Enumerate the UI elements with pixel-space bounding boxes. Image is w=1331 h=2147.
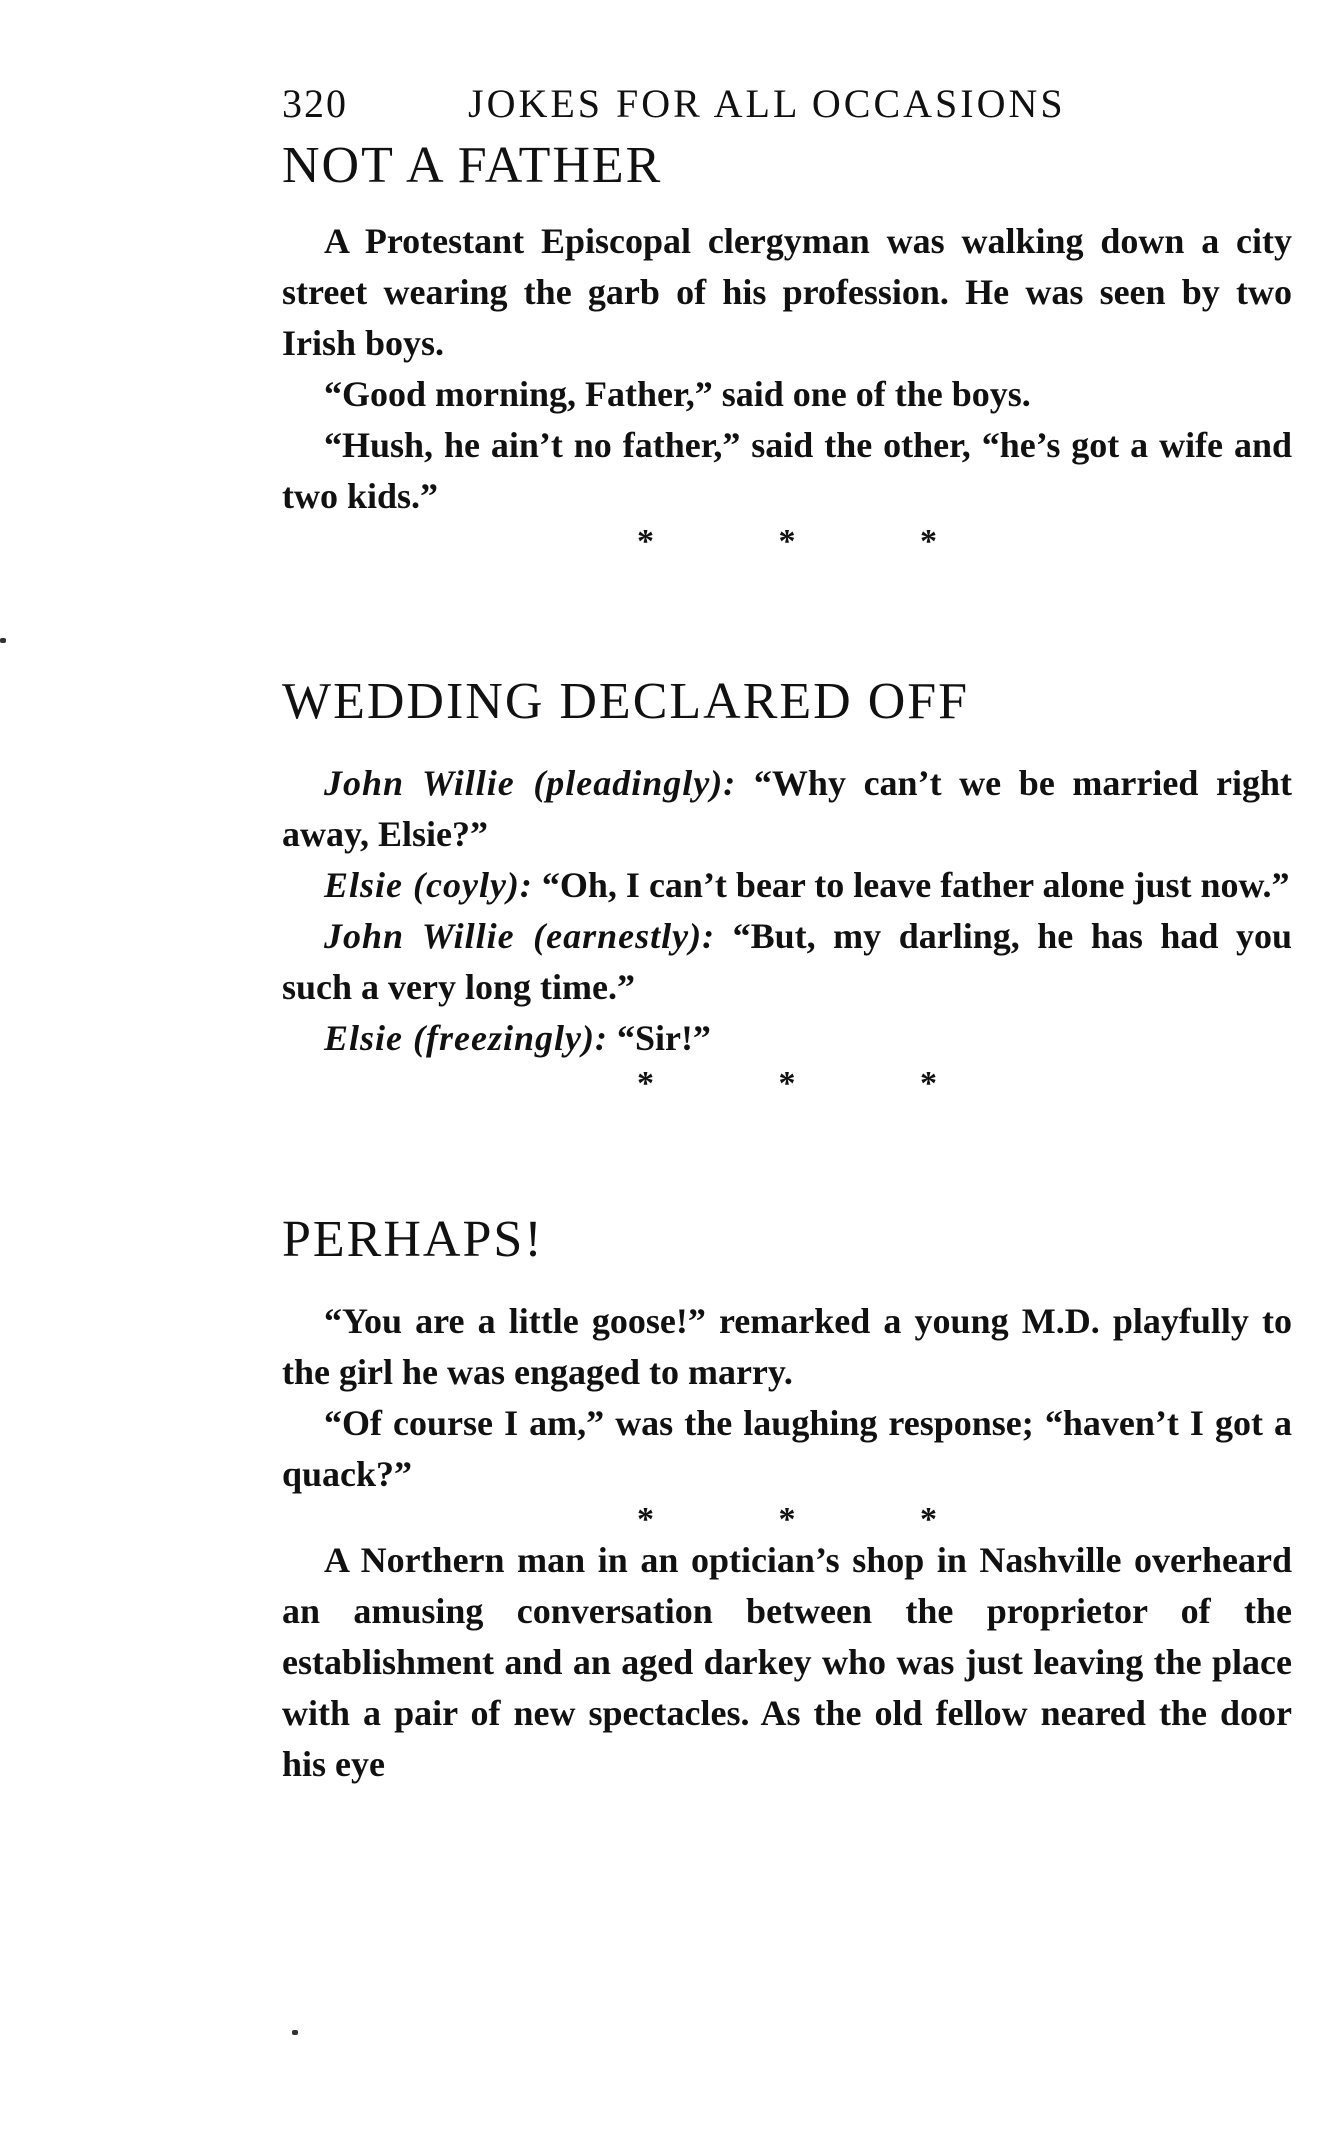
dialogue-line bbox=[282, 911, 1292, 1013]
margin-speck bbox=[292, 2030, 298, 2035]
paragraph: “Hush, he ain’t no father,” said the other, “he’s got a wife and two kids.” bbox=[282, 425, 1292, 516]
speaker-label: John Willie (earnestly): bbox=[324, 916, 716, 956]
dialogue-line bbox=[282, 758, 1292, 860]
section-heading: WEDDING DECLARED OFF bbox=[282, 673, 970, 730]
speaker-label: Elsie (freezingly): bbox=[324, 1018, 608, 1058]
paragraph: A Protestant Episcopal clergyman was walking down a city street wearing the garb of his profession. He was seen by two Irish boys. bbox=[282, 221, 1292, 363]
running-head bbox=[282, 80, 1282, 140]
separator-stars: * * * bbox=[637, 523, 995, 560]
dialogue-text: “Sir!” bbox=[616, 1018, 711, 1058]
dialogue-line bbox=[282, 1013, 1292, 1064]
paragraph: “Good morning, Father,” said one of the boys. bbox=[324, 374, 1031, 414]
joke-perhaps bbox=[282, 1210, 1292, 1540]
speaker-label: John Willie (pleadingly): bbox=[324, 763, 737, 803]
dialogue-line bbox=[282, 860, 1292, 911]
paragraph: “You are a little goose!” remarked a young M.D. playfully to the girl he was engaged to marry. bbox=[282, 1301, 1292, 1392]
page-number: 320 bbox=[282, 81, 348, 126]
book-title: JOKES FOR ALL OCCASIONS bbox=[468, 81, 1066, 126]
separator-stars: * * * bbox=[637, 1065, 995, 1102]
paragraph: A Northern man in an optician’s shop in Nashville overheard an amusing conversation between the proprietor of the establishment and an aged darkey who was just leaving the place with a pair of new spectacles. As the old fellow neared the door his eye bbox=[282, 1540, 1292, 1784]
paragraph: “Of course I am,” was the laughing response; “haven’t I got a quack?” bbox=[282, 1403, 1292, 1494]
section-heading: PERHAPS! bbox=[282, 1211, 544, 1268]
dialogue-text: “But, my darling, he has had you such a very long time.” bbox=[282, 916, 1292, 1007]
joke-not-a-father bbox=[282, 136, 1292, 562]
dialogue-text: “Oh, I can’t bear to leave father alone just now.” bbox=[541, 865, 1290, 905]
speaker-label: Elsie (coyly): bbox=[324, 865, 533, 905]
joke-wedding-declared-off bbox=[282, 672, 1292, 1104]
section-heading: NOT A FATHER bbox=[282, 137, 663, 194]
joke-optician bbox=[282, 1535, 1292, 1790]
separator-stars: * * * bbox=[637, 1501, 995, 1538]
margin-speck bbox=[0, 638, 6, 643]
dialogue-text: “Why can’t we be married right away, Elsie?” bbox=[282, 763, 1292, 854]
